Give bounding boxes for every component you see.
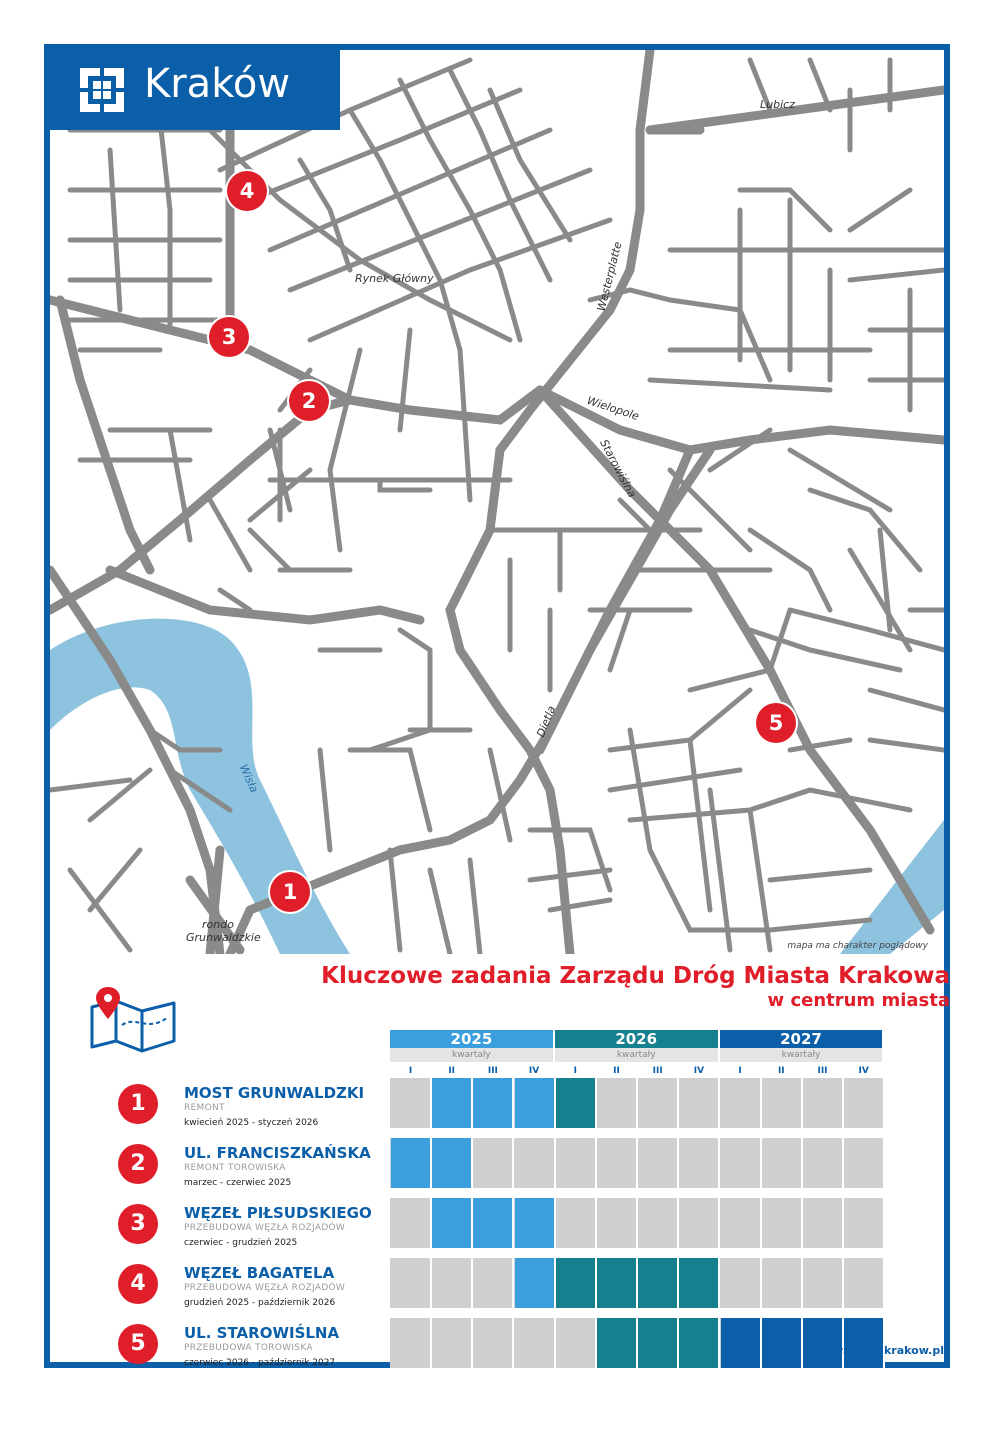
task-row-cell [638, 1318, 679, 1368]
task-row-cell [844, 1318, 885, 1368]
task-type: PRZEBUDOWA WĘZŁA ROZJADÓW [184, 1223, 346, 1233]
task-row-cell [556, 1198, 597, 1248]
task-row-cell [803, 1258, 844, 1308]
task-row-cell [721, 1198, 762, 1248]
task-row-cell [679, 1198, 720, 1248]
task-name: WĘZEŁ BAGATELA [184, 1264, 335, 1282]
task-row-cell [638, 1198, 679, 1248]
row-separator [390, 1130, 884, 1134]
row-separator [390, 1190, 884, 1194]
task-row-cell [432, 1198, 473, 1248]
quarter-label: I [573, 1066, 577, 1076]
task-row-cell [515, 1318, 556, 1368]
task-row-cell [721, 1138, 762, 1188]
map-folded-icon [86, 985, 182, 1055]
quarter-label: IV [858, 1066, 869, 1076]
street-label-starowislna: Starowiślna [597, 437, 639, 500]
task-row-cell [844, 1258, 885, 1308]
quarter-label: II [613, 1066, 620, 1076]
map-pin-1[interactable]: 1 [270, 872, 310, 912]
task-dates: grudzień 2025 - październik 2026 [184, 1298, 336, 1308]
task-row-cell [515, 1198, 556, 1248]
task-row-cell [597, 1318, 638, 1368]
map-pin-2[interactable]: 2 [289, 381, 329, 421]
task-row-cell [762, 1078, 803, 1128]
street-label-westerplatte: Westerplatte [594, 240, 625, 313]
street-label-grunwaldzkie: Grunwaldzkie [186, 931, 261, 944]
task-row-cell [679, 1318, 720, 1368]
task-row-cell [679, 1258, 720, 1308]
legend-title: Kluczowe zadania Zarządu Dróg Miasta Krakowa [321, 963, 950, 989]
task-row-cell [844, 1078, 885, 1128]
task-row-cell [432, 1078, 473, 1128]
quarters-caption: kwartały [555, 1048, 718, 1062]
task-row-cell [473, 1198, 514, 1248]
quarter-label: IV [693, 1066, 705, 1076]
task-name: UL. FRANCISZKAŃSKA [184, 1144, 371, 1162]
task-type: REMONT TOROWISKA [184, 1163, 286, 1173]
task-row-cell [679, 1078, 720, 1128]
task-row-cell [515, 1138, 556, 1188]
task-row-cell [762, 1318, 803, 1368]
task-number-badge: 4 [118, 1264, 158, 1304]
task-row-cell [556, 1258, 597, 1308]
task-row-cell [721, 1318, 762, 1368]
task-dates: czerwiec - grudzień 2025 [184, 1238, 298, 1248]
task-row-cell [391, 1138, 432, 1188]
task-row-cell [391, 1318, 432, 1368]
street-label-dietla: Dietla [534, 704, 559, 739]
task-row-cell [432, 1138, 473, 1188]
quarters-caption: kwartały [720, 1048, 883, 1062]
task-row-cell [391, 1258, 432, 1308]
task-number-badge: 1 [118, 1084, 158, 1124]
task-row-cell [803, 1078, 844, 1128]
task-row-cell [473, 1138, 514, 1188]
task-row-cell [638, 1078, 679, 1128]
street-label-lubicz: Lubicz [760, 98, 795, 111]
krakow-logo [50, 50, 340, 130]
task-row-cell [473, 1078, 514, 1128]
task-row-cell [473, 1258, 514, 1308]
task-row-cell [679, 1138, 720, 1188]
task-row-cell [803, 1198, 844, 1248]
task-row-cell [721, 1078, 762, 1128]
brand-name: Kraków [144, 61, 291, 107]
task-number-badge: 3 [118, 1204, 158, 1244]
task-row-cell [597, 1258, 638, 1308]
task-row-cell [432, 1318, 473, 1368]
quarter-label: I [408, 1066, 413, 1076]
map-pin-5[interactable]: 5 [756, 703, 796, 743]
map-streets [50, 50, 944, 954]
task-number-badge: 5 [118, 1324, 158, 1364]
task-type: PRZEBUDOWA TOROWISKA [184, 1343, 313, 1353]
map-note: mapa ma charakter poglądowy [787, 941, 928, 951]
task-row-cell [762, 1198, 803, 1248]
quarter-label: IV [528, 1066, 540, 1076]
year-header-2027: 2027 [720, 1030, 883, 1048]
task-type: PRZEBUDOWA WĘZŁA ROZJADÓW [184, 1283, 346, 1293]
task-name: MOST GRUNWALDZKI [184, 1084, 365, 1102]
task-number-badge: 2 [118, 1144, 158, 1184]
legend-subtitle: w centrum miasta [767, 990, 950, 1011]
quarter-label: II [448, 1066, 456, 1076]
year-header-2025: 2025 [390, 1030, 553, 1048]
quarter-label: III [652, 1066, 663, 1076]
task-dates: marzec - czerwiec 2025 [184, 1178, 292, 1188]
task-row-cell [515, 1078, 556, 1128]
map-pin-3[interactable]: 3 [209, 317, 249, 357]
map [50, 50, 944, 954]
task-row-cell [473, 1318, 514, 1368]
task-row-cell [597, 1198, 638, 1248]
task-row-cell [432, 1258, 473, 1308]
row-separator [390, 1310, 884, 1314]
row-separator [390, 1250, 884, 1254]
task-row-cell [515, 1258, 556, 1308]
quarter-label: II [777, 1066, 785, 1076]
task-row-cell [844, 1198, 885, 1248]
task-row-cell [803, 1138, 844, 1188]
street-label-wielopole: Wielopole [585, 393, 641, 424]
map-pin-4[interactable]: 4 [227, 171, 267, 211]
task-row-cell [597, 1078, 638, 1128]
quarter-label: III [817, 1066, 828, 1076]
task-row-cell [391, 1198, 432, 1248]
task-row-cell [803, 1318, 844, 1368]
task-row-cell [638, 1138, 679, 1188]
task-row-cell [556, 1318, 597, 1368]
task-row-cell [391, 1078, 432, 1128]
task-dates: czerwiec 2026 - październik 2027 [184, 1358, 336, 1368]
task-row-cell [556, 1138, 597, 1188]
quarter-label: III [487, 1066, 498, 1076]
task-row-cell [844, 1138, 885, 1188]
task-row-cell [721, 1258, 762, 1308]
quarter-label: I [738, 1066, 742, 1076]
task-name: WĘZEŁ PIŁSUDSKIEGO [184, 1204, 372, 1222]
task-name: UL. STAROWIŚLNA [184, 1324, 340, 1342]
year-header-2026: 2026 [555, 1030, 718, 1048]
task-type: REMONT [184, 1103, 225, 1113]
river-label-wisla: Wisła [236, 762, 261, 795]
quarters-caption: kwartały [390, 1048, 553, 1062]
website-link[interactable]: www.zdmk.krakow.pl [812, 1344, 944, 1357]
task-row-cell [638, 1258, 679, 1308]
street-label-rondo: rondo [202, 918, 234, 931]
task-row-cell [762, 1258, 803, 1308]
task-dates: kwiecień 2025 - styczeń 2026 [184, 1118, 319, 1128]
task-row-cell [556, 1078, 597, 1128]
task-row-cell [762, 1138, 803, 1188]
krakow-logo-icon [78, 66, 126, 114]
task-row-cell [597, 1138, 638, 1188]
street-label-rynek: Rynek Główny [355, 272, 434, 285]
